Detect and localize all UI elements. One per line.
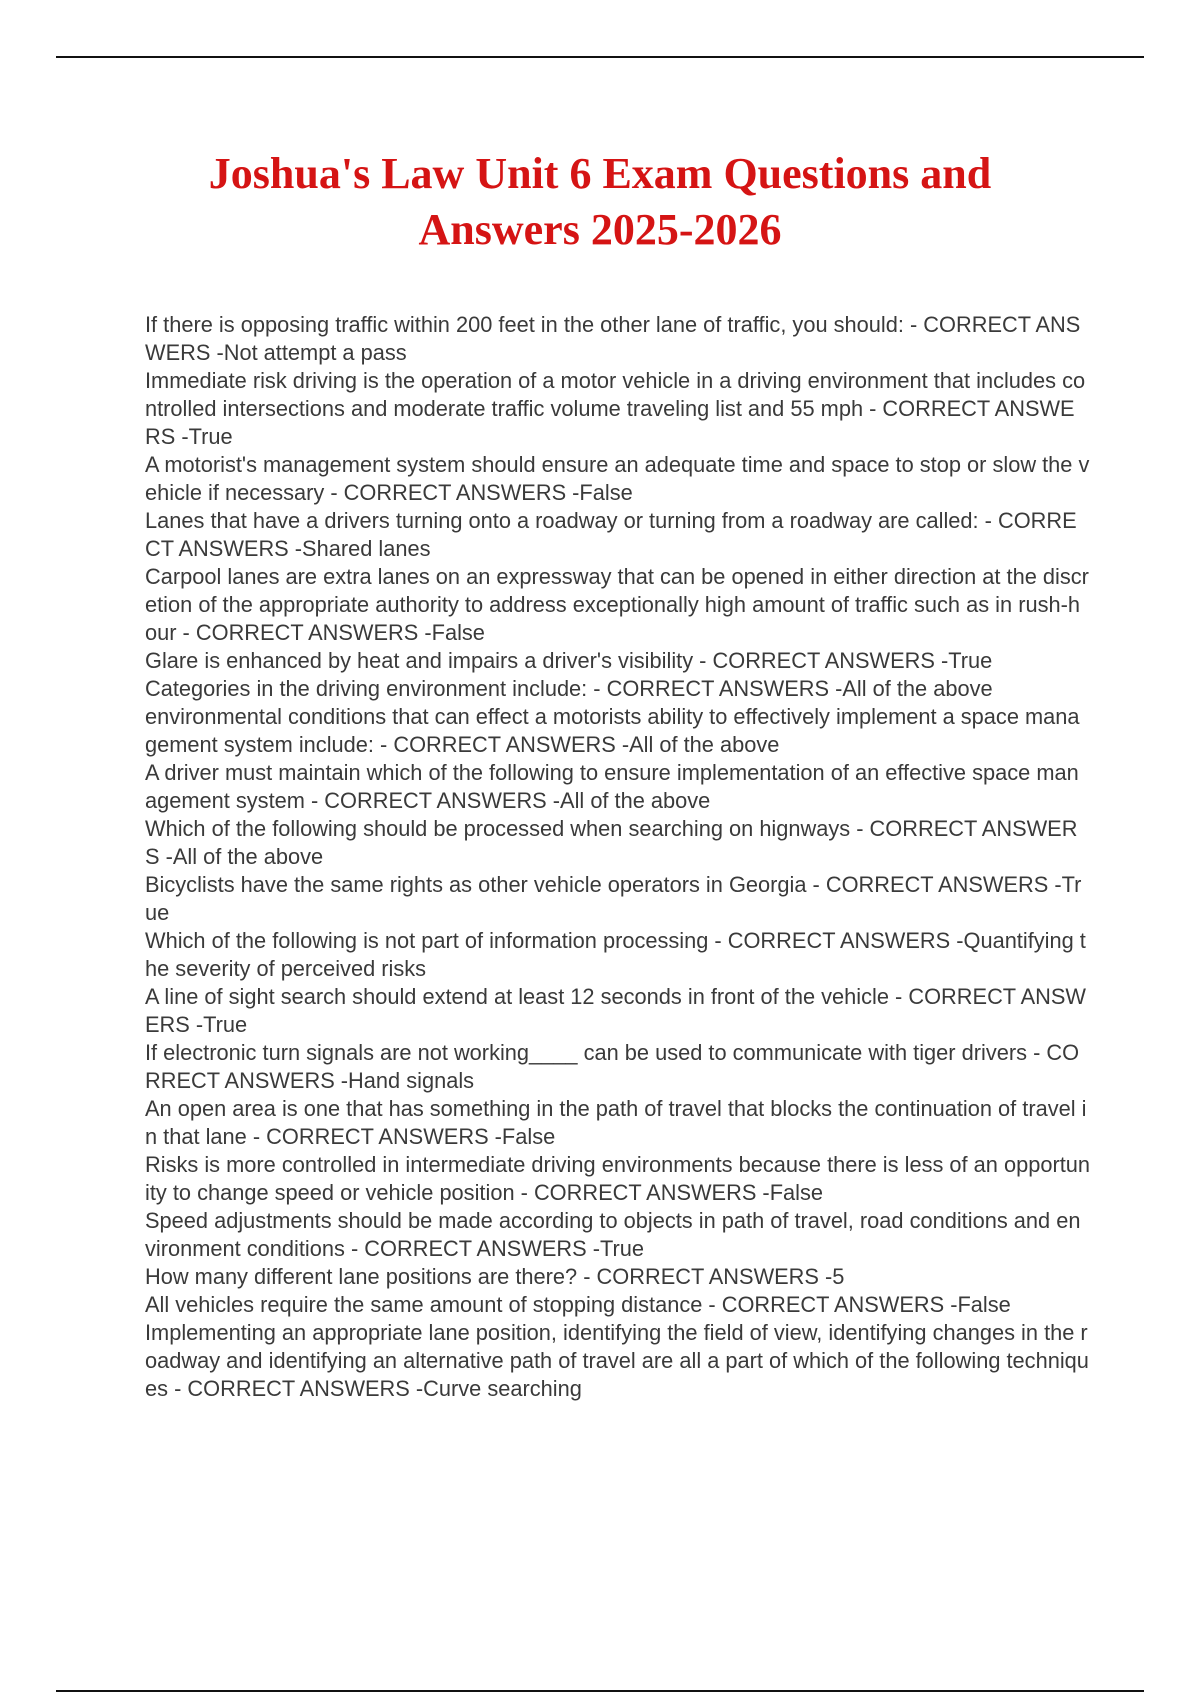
qa-item: If electronic turn signals are not working____ can be used to communicate with tiger drivers - CORRECT ANSWERS -Hand signals bbox=[145, 1040, 1080, 1093]
title-line-2: Answers 2025-2026 bbox=[418, 205, 782, 254]
qa-item: Carpool lanes are extra lanes on an expressway that can be opened in either direction at the discretion of the appropriate authority to address exceptionally high amount of traffic such as in rush-hour - CORRECT ANSWERS -False bbox=[145, 564, 1089, 645]
qa-item: Speed adjustments should be made according to objects in path of travel, road conditions and environment conditions - CORRECT ANSWERS -True bbox=[145, 1208, 1081, 1261]
qa-item: A driver must maintain which of the following to ensure implementation of an effective space management system - CORRECT ANSWERS -All of the above bbox=[145, 760, 1079, 813]
qa-item: Implementing an appropriate lane position, identifying the field of view, identifying changes in the roadway and identifying an alternative path of travel are all a part of which of the following techniques - CORRECT ANSWERS -Curve searching bbox=[145, 1320, 1089, 1401]
title-line-1: Joshua's Law Unit 6 Exam Questions and bbox=[208, 149, 992, 198]
qa-item: Which of the following is not part of information processing - CORRECT ANSWERS -Quantifying the severity of perceived risks bbox=[145, 928, 1086, 981]
qa-item: Risks is more controlled in intermediate driving environments because there is less of an opportunity to change speed or vehicle position - CORRECT ANSWERS -False bbox=[145, 1152, 1091, 1205]
qa-item: environmental conditions that can effect a motorists ability to effectively implement a space management system include: - CORRECT ANSWERS -All of the above bbox=[145, 704, 1080, 757]
qa-item: All vehicles require the same amount of stopping distance - CORRECT ANSWERS -False bbox=[145, 1292, 1011, 1317]
bottom-divider bbox=[56, 1690, 1144, 1692]
qa-item: A motorist's management system should ensure an adequate time and space to stop or slow the vehicle if necessary - CORRECT ANSWERS -False bbox=[145, 452, 1090, 505]
qa-item: Which of the following should be processed when searching on hignways - CORRECT ANSWERS -All of the above bbox=[145, 816, 1078, 869]
qa-item: Lanes that have a drivers turning onto a roadway or turning from a roadway are called: - CORRECT ANSWERS -Shared lanes bbox=[145, 508, 1077, 561]
qa-item: How many different lane positions are there? - CORRECT ANSWERS -5 bbox=[145, 1264, 845, 1289]
qa-item: If there is opposing traffic within 200 feet in the other lane of traffic, you should: - CORRECT ANSWERS -Not attempt a pass bbox=[145, 312, 1081, 365]
qa-item: Categories in the driving environment include: - CORRECT ANSWERS -All of the above bbox=[145, 676, 993, 701]
top-divider bbox=[56, 56, 1144, 58]
qa-item: An open area is one that has something in the path of travel that blocks the continuation of travel in that lane - CORRECT ANSWERS -False bbox=[145, 1096, 1087, 1149]
qa-item: Glare is enhanced by heat and impairs a driver's visibility - CORRECT ANSWERS -True bbox=[145, 648, 993, 673]
qa-item: Immediate risk driving is the operation of a motor vehicle in a driving environment that includes controlled intersections and moderate traffic volume traveling list and 55 mph - CORRECT ANSWERS -True bbox=[145, 368, 1086, 449]
document-title bbox=[100, 146, 1100, 258]
qa-item: Bicyclists have the same rights as other vehicle operators in Georgia - CORRECT ANSWERS -True bbox=[145, 872, 1082, 925]
qa-item: A line of sight search should extend at least 12 seconds in front of the vehicle - CORRECT ANSWERS -True bbox=[145, 984, 1086, 1037]
qa-list bbox=[145, 311, 1090, 1403]
